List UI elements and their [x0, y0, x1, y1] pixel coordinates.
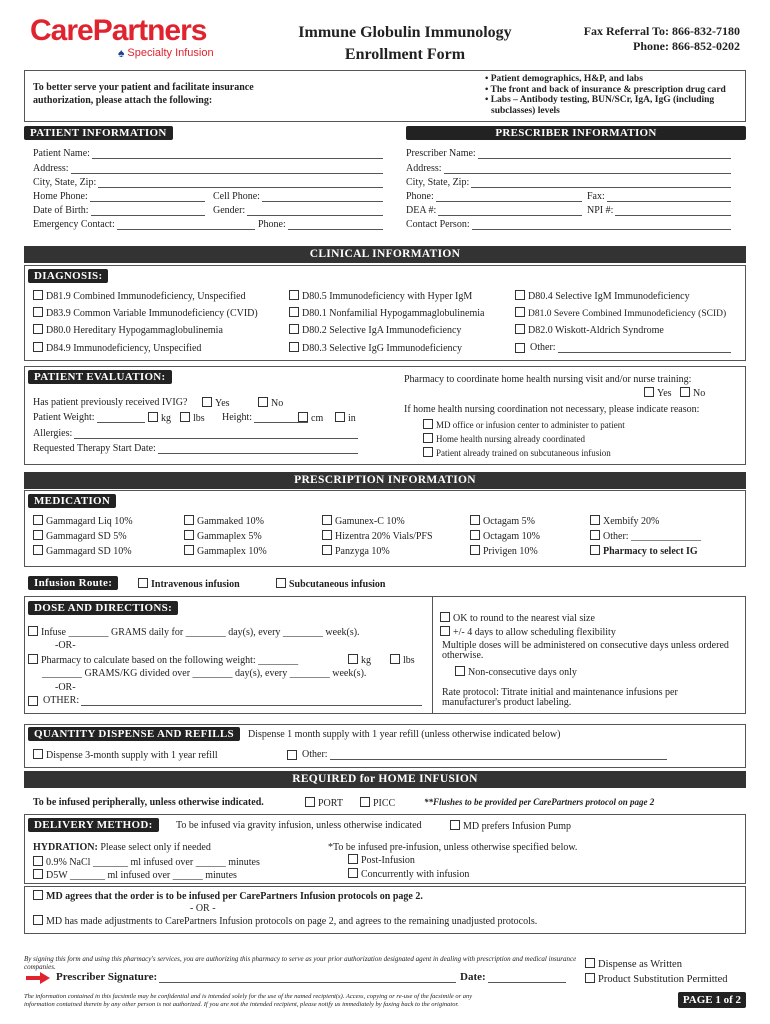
checkbox[interactable]	[289, 342, 299, 352]
checkbox[interactable]	[515, 307, 525, 317]
patient-address-field[interactable]: Address:	[33, 163, 383, 174]
checkbox[interactable]	[348, 854, 358, 864]
access-port[interactable]: PORT	[305, 797, 343, 809]
checkbox[interactable]	[33, 545, 43, 555]
checkbox[interactable]	[33, 915, 43, 925]
checkbox[interactable]	[180, 412, 190, 422]
checkbox[interactable]	[515, 343, 525, 353]
reason-trained[interactable]: Patient already trained on subcutaneous infusion	[423, 447, 611, 458]
checkbox[interactable]	[590, 530, 600, 540]
rate-protocol-note: Rate protocol: Titrate initial and maintenance infusions per manufacturer's product labeling.	[442, 687, 678, 708]
delivery-header: DELIVERY METHOD:	[28, 818, 159, 832]
dob-field[interactable]: Date of Birth:	[33, 205, 205, 216]
attachment-notice	[24, 70, 746, 122]
md-adjusted-option[interactable]: MD has made adjustments to CarePartners Infusion protocols on page 2, and agrees to the remaining unadjusted protocols.	[33, 915, 537, 927]
fax-number: Fax Referral To: 866-832-7180	[583, 24, 740, 38]
hydration-d5w[interactable]: D5W _______ ml infused over ______ minutes	[33, 869, 237, 881]
attachment-intro: To better serve your patient and facilitate insurance authorization, please attach the following:	[33, 82, 254, 106]
med-gammaplex10[interactable]: Gammaplex 10%	[184, 545, 267, 557]
height-cm[interactable]: cm	[298, 412, 323, 424]
pre-infusion-note: *To be infused pre-infusion, unless otherwise specified below.	[328, 842, 578, 853]
med-gammaked[interactable]: Gammaked 10%	[184, 515, 264, 527]
med-gamunex[interactable]: Gamunex-C 10%	[322, 515, 405, 527]
form-title: Immune Globulin Immunology Enrollment Form	[298, 24, 512, 63]
dx-d80-4[interactable]: D80.4 Selective IgM Immunodeficiency	[515, 290, 690, 302]
checkbox[interactable]	[423, 419, 433, 429]
hydration-nacl[interactable]: 0.9% NaCl _______ ml infused over ______ minutes	[33, 856, 260, 868]
checkbox[interactable]	[423, 447, 433, 457]
checkbox[interactable]	[305, 797, 315, 807]
nursing-no[interactable]: No	[680, 387, 705, 399]
checkbox[interactable]	[455, 666, 465, 676]
checkbox[interactable]	[33, 324, 43, 334]
flush-note: **Flushes to be provided per CarePartners protocol on page 2	[424, 797, 655, 807]
nursing-yes[interactable]: Yes	[644, 387, 672, 399]
checkbox[interactable]	[515, 324, 525, 334]
checkbox[interactable]	[184, 545, 194, 555]
dispense-3-month[interactable]: Dispense 3-month supply with 1 year refill	[33, 749, 218, 761]
emergency-phone-field[interactable]: Phone:	[258, 219, 383, 230]
med-panzyga[interactable]: Panzyga 10%	[322, 545, 390, 557]
prescriber-fax-field[interactable]: Fax:	[587, 191, 731, 202]
checkbox[interactable]	[28, 654, 38, 664]
dispense-other[interactable]: Other:	[287, 749, 667, 760]
ivig-question: Has patient previously received IVIG?	[33, 397, 188, 408]
checkbox[interactable]	[590, 545, 600, 555]
consecutive-note: Multiple doses will be administered on consecutive days unless ordered otherwise.	[442, 640, 729, 661]
dx-d80-1[interactable]: D80.1 Nonfamilial Hypogammaglobulinemia	[289, 307, 484, 319]
checkbox[interactable]	[585, 958, 595, 968]
height-in[interactable]: in	[335, 412, 356, 424]
emergency-contact-field[interactable]: Emergency Contact:	[33, 219, 255, 230]
checkbox[interactable]	[322, 515, 332, 525]
checkbox[interactable]	[33, 307, 43, 317]
agreement-or: - OR -	[190, 903, 216, 914]
checkbox[interactable]	[33, 890, 43, 900]
checkbox[interactable]	[590, 515, 600, 525]
dx-d80-2[interactable]: D80.2 Selective IgA Immunodeficiency	[289, 324, 461, 336]
med-gammagard-sd5[interactable]: Gammagard SD 5%	[33, 530, 127, 542]
med-hizentra[interactable]: Hizentra 20% Vials/PFS	[322, 530, 433, 542]
checkbox[interactable]	[585, 973, 595, 983]
checkbox[interactable]	[28, 696, 38, 706]
quantity-default: Dispense 1 month supply with 1 year refill (unless otherwise indicated below)	[248, 729, 561, 740]
checkbox[interactable]	[276, 578, 286, 588]
non-consecutive-option[interactable]: Non-consecutive days only	[455, 666, 577, 678]
checkbox[interactable]	[470, 515, 480, 525]
prescriber-city-field[interactable]: City, State, Zip:	[406, 177, 731, 188]
dx-d84-9[interactable]: D84.9 Immunodeficiency, Unspecified	[33, 342, 201, 354]
checkbox[interactable]	[348, 868, 358, 878]
med-gammagard-sd10[interactable]: Gammagard SD 10%	[33, 545, 132, 557]
checkbox[interactable]	[33, 290, 43, 300]
dose-pharmacy-calc[interactable]: Pharmacy to calculate based on the following weight: ________	[28, 654, 298, 666]
dx-d80-0[interactable]: D80.0 Hereditary Hypogammaglobulinemia	[33, 324, 223, 336]
checkbox[interactable]	[289, 324, 299, 334]
hydration-label: HYDRATION: Please select only if needed	[33, 842, 211, 853]
checkbox[interactable]	[470, 545, 480, 555]
start-date-field[interactable]: Requested Therapy Start Date:	[33, 443, 358, 454]
dx-d82-0[interactable]: D82.0 Wiskott-Aldrich Syndrome	[515, 324, 664, 336]
diagnosis-header: DIAGNOSIS:	[28, 269, 108, 283]
round-vial-option[interactable]: OK to round to the nearest vial size	[440, 612, 595, 624]
infusion-pump-option[interactable]: MD prefers Infusion Pump	[450, 820, 571, 832]
dose-grams-per-kg: ________ GRAMS/KG divided over ________ day(s), every ________ week(s).	[42, 668, 367, 679]
people-icon: ♠	[118, 46, 125, 60]
checkbox[interactable]	[33, 515, 43, 525]
checkbox[interactable]	[470, 530, 480, 540]
weight-lbs[interactable]: lbs	[180, 412, 205, 424]
checkbox[interactable]	[322, 545, 332, 555]
reason-md-office[interactable]: MD office or infusion center to administer to patient	[423, 419, 625, 430]
checkbox[interactable]	[138, 578, 148, 588]
gravity-note: To be infused via gravity infusion, unless otherwise indicated	[176, 820, 422, 831]
dose-or-1: -OR-	[55, 640, 76, 651]
access-picc[interactable]: PICC	[360, 797, 395, 809]
checkbox[interactable]	[322, 530, 332, 540]
height-field[interactable]: Height:	[222, 412, 308, 423]
date-field[interactable]: Date:	[460, 971, 566, 983]
consent-text: By signing this form and using this pharmacy's services, you are authorizing this pharmacy to serve as your prior authorization designated agent in dealing with prescription and medical insurance companies.	[24, 955, 577, 971]
checkbox[interactable]	[33, 869, 43, 879]
prescription-info-bar: PRESCRIPTION INFORMATION	[24, 472, 746, 489]
prescriber-name-field[interactable]: Prescriber Name:	[406, 148, 731, 159]
med-xembify[interactable]: Xembify 20%	[590, 515, 659, 527]
concurrent-option[interactable]: Concurrently with infusion	[348, 868, 469, 880]
med-octagam10[interactable]: Octagam 10%	[470, 530, 540, 542]
home-infusion-bar: REQUIRED for HOME INFUSION	[24, 771, 746, 788]
dose-kg[interactable]: kg	[348, 654, 371, 666]
checkbox[interactable]	[440, 626, 450, 636]
checkbox[interactable]	[184, 530, 194, 540]
checkbox[interactable]	[298, 412, 308, 422]
checkbox[interactable]	[644, 387, 654, 397]
reason-coordinated[interactable]: Home health nursing already coordinated	[423, 433, 585, 444]
logo-text: CarePartners	[30, 14, 207, 47]
medication-header: MEDICATION	[28, 494, 116, 508]
post-infusion-option[interactable]: Post-Infusion	[348, 854, 415, 866]
gender-field[interactable]: Gender:	[213, 205, 383, 216]
patient-name-field[interactable]: Patient Name:	[33, 148, 383, 159]
checkbox[interactable]	[33, 342, 43, 352]
dose-or-2: -OR-	[55, 682, 76, 693]
checkbox[interactable]	[450, 820, 460, 830]
checkbox[interactable]	[390, 654, 400, 664]
evaluation-header: PATIENT EVALUATION:	[28, 370, 172, 384]
dea-field[interactable]: DEA #:	[406, 205, 582, 216]
prescriber-address-field[interactable]: Address:	[406, 163, 731, 174]
checkbox[interactable]	[335, 412, 345, 422]
checkbox[interactable]	[360, 797, 370, 807]
checkbox[interactable]	[258, 397, 268, 407]
patient-city-field[interactable]: City, State, Zip:	[33, 177, 383, 188]
dose-lbs[interactable]: lbs	[390, 654, 415, 666]
npi-field[interactable]: NPI #:	[587, 205, 731, 216]
dose-divider	[432, 596, 433, 714]
phone-number: Phone: 866-852-0202	[633, 39, 740, 53]
cell-phone-field[interactable]: Cell Phone:	[213, 191, 383, 202]
page-number: PAGE 1 of 2	[678, 992, 746, 1008]
ivig-no[interactable]: No	[258, 397, 283, 409]
med-pharmacy-select[interactable]: Pharmacy to select IG	[590, 545, 698, 557]
med-other[interactable]: Other: ______________	[590, 530, 701, 542]
checkbox[interactable]	[33, 856, 43, 866]
med-gammaplex5[interactable]: Gammaplex 5%	[184, 530, 262, 542]
clinical-info-bar: CLINICAL INFORMATION	[24, 246, 746, 263]
allergies-field[interactable]: Allergies:	[33, 428, 358, 439]
checkbox[interactable]	[423, 433, 433, 443]
signature-field[interactable]: Prescriber Signature:	[56, 971, 456, 983]
nursing-question: Pharmacy to coordinate home health nursing visit and/or nurse training:	[404, 374, 692, 385]
dx-d81-0[interactable]: D81.0 Severe Combined Immunodeficiency (SCID)	[515, 307, 726, 319]
dose-infuse[interactable]: Infuse ________ GRAMS daily for ________ day(s), every ________ week(s).	[28, 626, 360, 638]
dx-d83-9[interactable]: D83.9 Common Variable Immunodeficiency (CVID)	[33, 307, 258, 319]
dose-header: DOSE AND DIRECTIONS:	[28, 601, 178, 615]
checkbox[interactable]	[680, 387, 690, 397]
contact-person-field[interactable]: Contact Person:	[406, 219, 731, 230]
weight-field[interactable]: Patient Weight:	[33, 412, 145, 423]
md-agrees-option[interactable]: MD agrees that the order is to be infused per CarePartners Infusion protocols on page 2.	[33, 890, 423, 902]
checkbox[interactable]	[33, 749, 43, 759]
ivig-yes[interactable]: Yes	[202, 397, 230, 409]
patient-info-header: PATIENT INFORMATION	[24, 126, 173, 140]
med-privigen[interactable]: Privigen 10%	[470, 545, 538, 557]
logo	[30, 14, 214, 60]
dx-d81-9[interactable]: D81.9 Combined Immunodeficiency, Unspecified	[33, 290, 246, 302]
checkbox[interactable]	[33, 530, 43, 540]
med-octagam5[interactable]: Octagam 5%	[470, 515, 535, 527]
route-sc[interactable]: Subcutaneous infusion	[276, 578, 385, 590]
infusion-route-header: Infusion Route:	[28, 576, 118, 590]
checkbox[interactable]	[184, 515, 194, 525]
arrow-right-icon	[26, 972, 50, 984]
checkbox[interactable]	[289, 307, 299, 317]
med-gammagard-liq[interactable]: Gammagard Liq 10%	[33, 515, 133, 527]
contact-info	[584, 24, 740, 54]
prescriber-info-header: PRESCRIBER INFORMATION	[406, 126, 746, 140]
schedule-flex-option[interactable]: +/- 4 days to allow scheduling flexibility	[440, 626, 616, 638]
checkbox[interactable]	[287, 750, 297, 760]
checkbox[interactable]	[515, 290, 525, 300]
confidentiality-notice: The information contained in this facsimile may be confidential and is intended solely for the use of the named recipient(s). Access, copying or re-use of the facsimile or any information contained therein by any other person is not authorized. If you are not the intended recipient, please notify us immediately by faxing back to the originator.	[24, 993, 473, 1008]
checkbox[interactable]	[289, 290, 299, 300]
quantity-header: QUANTITY DISPENSE AND REFILLS	[28, 727, 240, 741]
checkbox[interactable]	[202, 397, 212, 407]
checkbox[interactable]	[28, 626, 38, 636]
dx-d80-5[interactable]: D80.5 Immunodeficiency with Hyper IgM	[289, 290, 472, 302]
route-iv[interactable]: Intravenous infusion	[138, 578, 240, 590]
reason-question: If home health nursing coordination not necessary, please indicate reason:	[404, 404, 700, 415]
product-substitution[interactable]: Product Substitution Permitted	[585, 973, 728, 985]
attachment-list: • Patient demographics, H&P, and labs • The front and back of insurance & prescription drug card • Labs – Antibody testing, BUN/SCr, IgA, IgG (including subclasses) levels	[485, 74, 726, 116]
dx-d80-3[interactable]: D80.3 Selective IgG Immunodeficiency	[289, 342, 462, 354]
weight-kg[interactable]: kg	[148, 412, 171, 424]
checkbox[interactable]	[440, 612, 450, 622]
checkbox[interactable]	[348, 654, 358, 664]
dx-other[interactable]: Other:	[515, 342, 731, 353]
prescriber-phone-field[interactable]: Phone:	[406, 191, 582, 202]
peripheral-note: To be infused peripherally, unless otherwise indicated.	[33, 797, 264, 808]
dose-other[interactable]: OTHER:	[28, 695, 422, 706]
checkbox[interactable]	[148, 412, 158, 422]
dispense-as-written[interactable]: Dispense as Written	[585, 958, 682, 970]
logo-subtitle: Specialty Infusion	[127, 47, 214, 59]
home-phone-field[interactable]: Home Phone:	[33, 191, 205, 202]
